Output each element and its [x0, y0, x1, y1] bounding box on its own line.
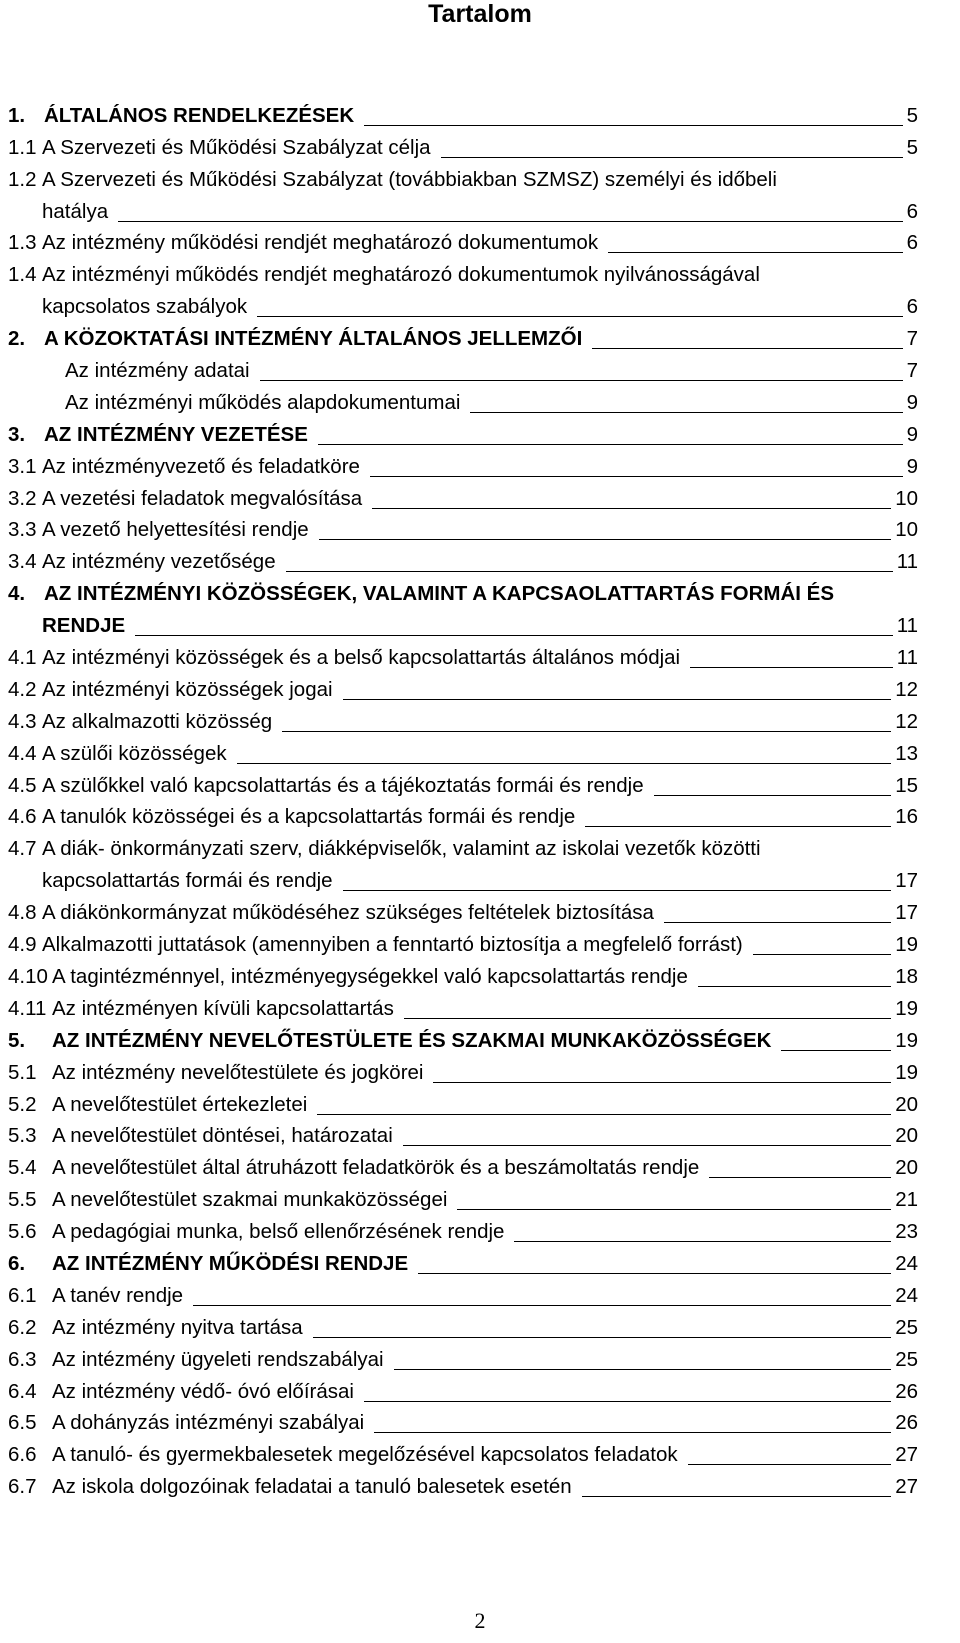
toc-entry[interactable] — [0, 770, 960, 802]
toc-entry-title: A dohányzás intézményi szabályai — [52, 1411, 365, 1435]
toc-leader-line — [688, 1464, 891, 1465]
toc-entry[interactable] — [0, 387, 960, 419]
toc-entry-number: 6.1 — [8, 1283, 37, 1307]
toc-entry-title: A vezetési feladatok megvalósítása — [42, 486, 363, 510]
toc-leader-line — [441, 157, 903, 158]
toc-leader-line — [404, 1018, 891, 1019]
toc-entry[interactable] — [0, 483, 960, 515]
toc-entry-number: 6.5 — [8, 1411, 37, 1435]
toc-entry-number: 6.6 — [8, 1443, 37, 1467]
toc-leader-line — [313, 1337, 891, 1338]
toc-entry-page: 19 — [895, 996, 918, 1020]
toc-entry-title: Az intézmény adatai — [65, 359, 250, 383]
toc-leader-line — [418, 1273, 891, 1274]
toc-entry-page: 26 — [895, 1379, 918, 1403]
toc-entry[interactable] — [0, 196, 960, 228]
toc-entry-number: 4.5 — [8, 773, 37, 797]
toc-entry-number: 4.4 — [8, 741, 37, 765]
toc-leader-line — [260, 380, 903, 381]
toc-entry-title: AZ INTÉZMÉNY MŰKÖDÉSI RENDJE — [52, 1251, 409, 1275]
toc-entry-number: 3.2 — [8, 486, 37, 510]
toc-entry-page: 11 — [896, 646, 918, 670]
toc-entry-number: 4.6 — [8, 805, 37, 829]
toc-entry-title: A szülői közösségek — [42, 741, 227, 765]
toc-leader-line — [582, 1496, 891, 1497]
toc-entry-page: 5 — [906, 103, 918, 127]
toc-entry-title: Az intézményi működés alapdokumentumai — [65, 390, 461, 414]
toc-entry-number: 5.3 — [8, 1124, 37, 1148]
toc-leader-line — [753, 954, 891, 955]
toc-entry-number: 4.2 — [8, 677, 37, 701]
toc-entry-number: 6.2 — [8, 1315, 37, 1339]
toc-entry[interactable] — [0, 642, 960, 674]
toc-leader-line — [457, 1209, 891, 1210]
toc-leader-line — [608, 252, 903, 253]
toc-entry[interactable] — [0, 1248, 960, 1280]
toc-entry[interactable] — [0, 323, 960, 355]
toc-entry-page: 11 — [896, 614, 918, 638]
toc-entry-page: 11 — [896, 550, 918, 574]
toc-leader-line — [690, 667, 893, 668]
toc-leader-line — [403, 1145, 891, 1146]
toc-entry-number: 3.3 — [8, 518, 37, 542]
toc-entry-page: 16 — [895, 805, 918, 829]
toc-leader-line — [118, 221, 903, 222]
toc-entry-title: A vezető helyettesítési rendje — [42, 518, 309, 542]
toc-entry[interactable] — [0, 1216, 960, 1248]
toc-entry-number: 4.11 — [8, 996, 47, 1020]
toc-leader-line — [433, 1082, 891, 1083]
toc-entry[interactable] — [0, 1471, 960, 1503]
toc-entry[interactable] — [0, 1025, 960, 1057]
toc-entry-title: A tagintézménnyel, intézményegységekkel való kapcsolattartás rendje — [52, 964, 688, 988]
toc-leader-line — [286, 571, 893, 572]
toc-entry-title: Az iskola dolgozóinak feladatai a tanuló balesetek esetén — [52, 1475, 572, 1499]
toc-entry-title: A Szervezeti és Működési Szabályzat célja — [42, 135, 431, 159]
toc-entry-title: A nevelőtestület szakmai munkaközösségei — [52, 1188, 448, 1212]
toc-entry-number: 5.1 — [8, 1060, 37, 1084]
toc-entry-page: 19 — [895, 1028, 918, 1052]
toc-leader-line — [257, 316, 903, 317]
toc-entry-number: 4.10 — [8, 964, 48, 988]
toc-leader-line — [343, 699, 891, 700]
toc-entry-title: Az intézményi közösségek jogai — [42, 677, 333, 701]
toc-entry-number: 5.6 — [8, 1220, 37, 1244]
toc-entry-page: 25 — [895, 1347, 918, 1371]
toc-entry-number: 1.3 — [8, 231, 37, 255]
toc-entry[interactable] — [0, 515, 960, 547]
toc-entry-page: 18 — [895, 964, 918, 988]
toc-entry-title: A tanév rendje — [52, 1283, 184, 1307]
toc-title: Tartalom — [428, 0, 532, 28]
toc-entry[interactable] — [0, 833, 960, 865]
toc-entry[interactable] — [0, 929, 960, 961]
toc-entry-page: 19 — [895, 933, 918, 957]
toc-entry[interactable] — [0, 674, 960, 706]
toc-entry-title: Az intézményi közösségek és a belső kapcsolattartás általános módjai — [42, 646, 681, 670]
toc-entry-number: 6.7 — [8, 1475, 37, 1499]
toc-entry-page: 15 — [895, 773, 918, 797]
toc-entry-page: 26 — [895, 1411, 918, 1435]
toc-entry-title: kapcsolattartás formái és rendje — [42, 869, 333, 893]
toc-entry-title: hatálya — [42, 199, 109, 223]
toc-entry-title: RENDJE — [42, 614, 126, 638]
toc-entry-number: 4. — [8, 582, 26, 606]
toc-entry-page: 7 — [906, 327, 918, 351]
toc-entry-title: ÁLTALÁNOS RENDELKEZÉSEK — [44, 103, 355, 127]
toc-entry-title: Az intézmény nyitva tartása — [52, 1315, 303, 1339]
toc-entry[interactable] — [0, 706, 960, 738]
toc-entry-page: 9 — [906, 422, 918, 446]
toc-entry[interactable] — [0, 1280, 960, 1312]
toc-entry-title: A tanuló- és gyermekbalesetek megelőzésével kapcsolatos feladatok — [52, 1443, 678, 1467]
toc-leader-line — [370, 476, 903, 477]
toc-entry[interactable] — [0, 355, 960, 387]
toc-entry-number: 1. — [8, 103, 26, 127]
toc-entry-number: 3.4 — [8, 550, 37, 574]
toc-entry[interactable] — [0, 1121, 960, 1153]
toc-entry-title: AZ INTÉZMÉNYI KÖZÖSSÉGEK, VALAMINT A KAPCSAOLATTARTÁS FORMÁI ÉS — [44, 582, 835, 606]
toc-entry-page: 24 — [895, 1251, 918, 1275]
toc-entry-number: 4.7 — [8, 837, 37, 861]
toc-entry[interactable] — [0, 802, 960, 834]
toc-entry-page: 27 — [895, 1475, 918, 1499]
toc-leader-line — [364, 125, 903, 126]
toc-entry-number: 4.8 — [8, 901, 37, 925]
toc-entry-title: Az intézmény védő- óvó előírásai — [52, 1379, 354, 1403]
toc-leader-line — [514, 1241, 891, 1242]
toc-entry[interactable] — [0, 164, 960, 196]
toc-entry-number: 6. — [8, 1251, 26, 1275]
toc-entry-number: 5.2 — [8, 1092, 37, 1116]
toc-entry[interactable] — [0, 738, 960, 770]
toc-leader-line — [319, 539, 891, 540]
toc-entry-page: 6 — [906, 231, 918, 255]
toc-leader-line — [698, 986, 891, 987]
toc-leader-line — [470, 412, 903, 413]
toc-entry-number: 6.4 — [8, 1379, 37, 1403]
toc-entry-page: 10 — [895, 518, 918, 542]
toc-leader-line — [664, 922, 891, 923]
toc-entry-page: 9 — [906, 454, 918, 478]
toc-entry[interactable] — [0, 1376, 960, 1408]
toc-entry-title: A Szervezeti és Működési Szabályzat (továbbiakban SZMSZ) személyi és időbeli — [42, 167, 777, 191]
toc-leader-line — [394, 1369, 891, 1370]
toc-leader-line — [364, 1401, 891, 1402]
toc-entry[interactable] — [0, 865, 960, 897]
toc-entry-page: 7 — [906, 359, 918, 383]
table-of-contents — [0, 100, 960, 1503]
toc-entry-title: Az alkalmazotti közösség — [42, 709, 273, 733]
toc-entry-page: 13 — [895, 741, 918, 765]
toc-entry-title: A KÖZOKTATÁSI INTÉZMÉNY ÁLTALÁNOS JELLEMZŐI — [44, 327, 583, 351]
toc-entry-title: Az intézmény működési rendjét meghatározó dokumentumok — [42, 231, 599, 255]
toc-entry-number: 4.9 — [8, 933, 37, 957]
toc-entry-page: 20 — [895, 1156, 918, 1180]
toc-leader-line — [135, 635, 893, 636]
toc-entry-page: 12 — [895, 709, 918, 733]
toc-leader-line — [781, 1050, 891, 1051]
toc-leader-line — [374, 1432, 891, 1433]
toc-entry-number: 3. — [8, 422, 26, 446]
toc-entry-page: 27 — [895, 1443, 918, 1467]
toc-entry-page: 19 — [895, 1060, 918, 1084]
toc-entry-page: 20 — [895, 1092, 918, 1116]
toc-entry-number: 3.1 — [8, 454, 37, 478]
toc-entry[interactable] — [0, 961, 960, 993]
toc-entry-number: 5.4 — [8, 1156, 37, 1180]
toc-entry-title: A tanulók közösségei és a kapcsolattartás formái és rendje — [42, 805, 576, 829]
toc-entry[interactable] — [0, 1089, 960, 1121]
toc-entry-page: 24 — [895, 1283, 918, 1307]
toc-entry-page: 21 — [895, 1188, 918, 1212]
toc-entry-number: 2. — [8, 327, 26, 351]
toc-entry-page: 23 — [895, 1220, 918, 1244]
toc-entry[interactable] — [0, 1439, 960, 1471]
toc-entry-number: 4.3 — [8, 709, 37, 733]
toc-entry[interactable] — [0, 228, 960, 260]
toc-entry-title: Az intézményen kívüli kapcsolattartás — [52, 996, 394, 1020]
toc-entry-number: 4.1 — [8, 646, 37, 670]
toc-entry-title: kapcsolatos szabályok — [42, 295, 248, 319]
toc-entry-number: 5. — [8, 1028, 26, 1052]
toc-leader-line — [282, 731, 891, 732]
toc-leader-line — [654, 795, 891, 796]
toc-leader-line — [343, 890, 891, 891]
toc-entry-page: 12 — [895, 677, 918, 701]
toc-entry[interactable] — [0, 100, 960, 132]
toc-entry[interactable] — [0, 578, 960, 610]
toc-entry-number: 1.1 — [8, 135, 37, 159]
toc-entry-title: A diákönkormányzat működéséhez szükséges feltételek biztosítása — [42, 901, 654, 925]
toc-entry[interactable] — [0, 897, 960, 929]
toc-entry-number: 1.2 — [8, 167, 37, 191]
toc-entry-number: 5.5 — [8, 1188, 37, 1212]
toc-leader-line — [709, 1177, 891, 1178]
toc-entry-page: 17 — [895, 869, 918, 893]
toc-entry-title: A nevelőtestület által átruházott feladatkörök és a beszámoltatás rendje — [52, 1156, 700, 1180]
toc-entry-page: 6 — [906, 295, 918, 319]
toc-entry-page: 9 — [906, 390, 918, 414]
toc-entry-title: A nevelőtestület értekezletei — [52, 1092, 308, 1116]
toc-entry-title: A szülőkkel való kapcsolattartás és a tájékoztatás formái és rendje — [42, 773, 644, 797]
toc-entry-page: 25 — [895, 1315, 918, 1339]
toc-entry-title: AZ INTÉZMÉNY VEZETÉSE — [44, 422, 308, 446]
toc-leader-line — [318, 444, 903, 445]
toc-entry-page: 6 — [906, 199, 918, 223]
toc-leader-line — [317, 1114, 891, 1115]
toc-entry-title: A diák- önkormányzati szerv, diákképviselők, valamint az iskolai vezetők közötti — [42, 837, 761, 861]
toc-entry-title: Az intézmény ügyeleti rendszabályai — [52, 1347, 384, 1371]
toc-entry-title: Az intézmény vezetősége — [42, 550, 276, 574]
toc-entry-title: Az intézményi működés rendjét meghatározó dokumentumok nyilvánosságával — [42, 263, 760, 287]
toc-entry-title: A pedagógiai munka, belső ellenőrzésének rendje — [52, 1220, 505, 1244]
toc-entry[interactable] — [0, 1184, 960, 1216]
toc-entry[interactable] — [0, 1344, 960, 1376]
toc-entry[interactable] — [0, 419, 960, 451]
toc-entry-title: A nevelőtestület döntései, határozatai — [52, 1124, 393, 1148]
toc-entry[interactable] — [0, 1152, 960, 1184]
toc-leader-line — [372, 508, 891, 509]
toc-entry[interactable] — [0, 1312, 960, 1344]
toc-entry-page: 10 — [895, 486, 918, 510]
toc-entry[interactable] — [0, 546, 960, 578]
toc-leader-line — [193, 1305, 891, 1306]
toc-entry-page: 20 — [895, 1124, 918, 1148]
toc-entry[interactable] — [0, 132, 960, 164]
toc-entry[interactable] — [0, 993, 960, 1025]
toc-entry-page: 17 — [895, 901, 918, 925]
toc-entry[interactable] — [0, 610, 960, 642]
toc-entry[interactable] — [0, 1408, 960, 1440]
toc-entry-number: 1.4 — [8, 263, 37, 287]
toc-entry-title: Az intézményvezető és feladatköre — [42, 454, 360, 478]
toc-entry-title: AZ INTÉZMÉNY NEVELŐTESTÜLETE ÉS SZAKMAI MUNKAKÖZÖSSÉGEK — [52, 1028, 772, 1052]
toc-entry[interactable] — [0, 259, 960, 291]
toc-entry-title: Alkalmazotti juttatások (amennyiben a fenntartó biztosítja a megfelelő forrást) — [42, 933, 743, 957]
toc-entry[interactable] — [0, 291, 960, 323]
toc-leader-line — [237, 763, 891, 764]
toc-entry[interactable] — [0, 451, 960, 483]
toc-leader-line — [592, 348, 903, 349]
toc-leader-line — [585, 826, 891, 827]
page-number: 2 — [474, 1608, 486, 1633]
toc-entry-title: Az intézmény nevelőtestülete és jogkörei — [52, 1060, 424, 1084]
toc-entry-page: 5 — [906, 135, 918, 159]
toc-entry[interactable] — [0, 1057, 960, 1089]
toc-entry-number: 6.3 — [8, 1347, 37, 1371]
